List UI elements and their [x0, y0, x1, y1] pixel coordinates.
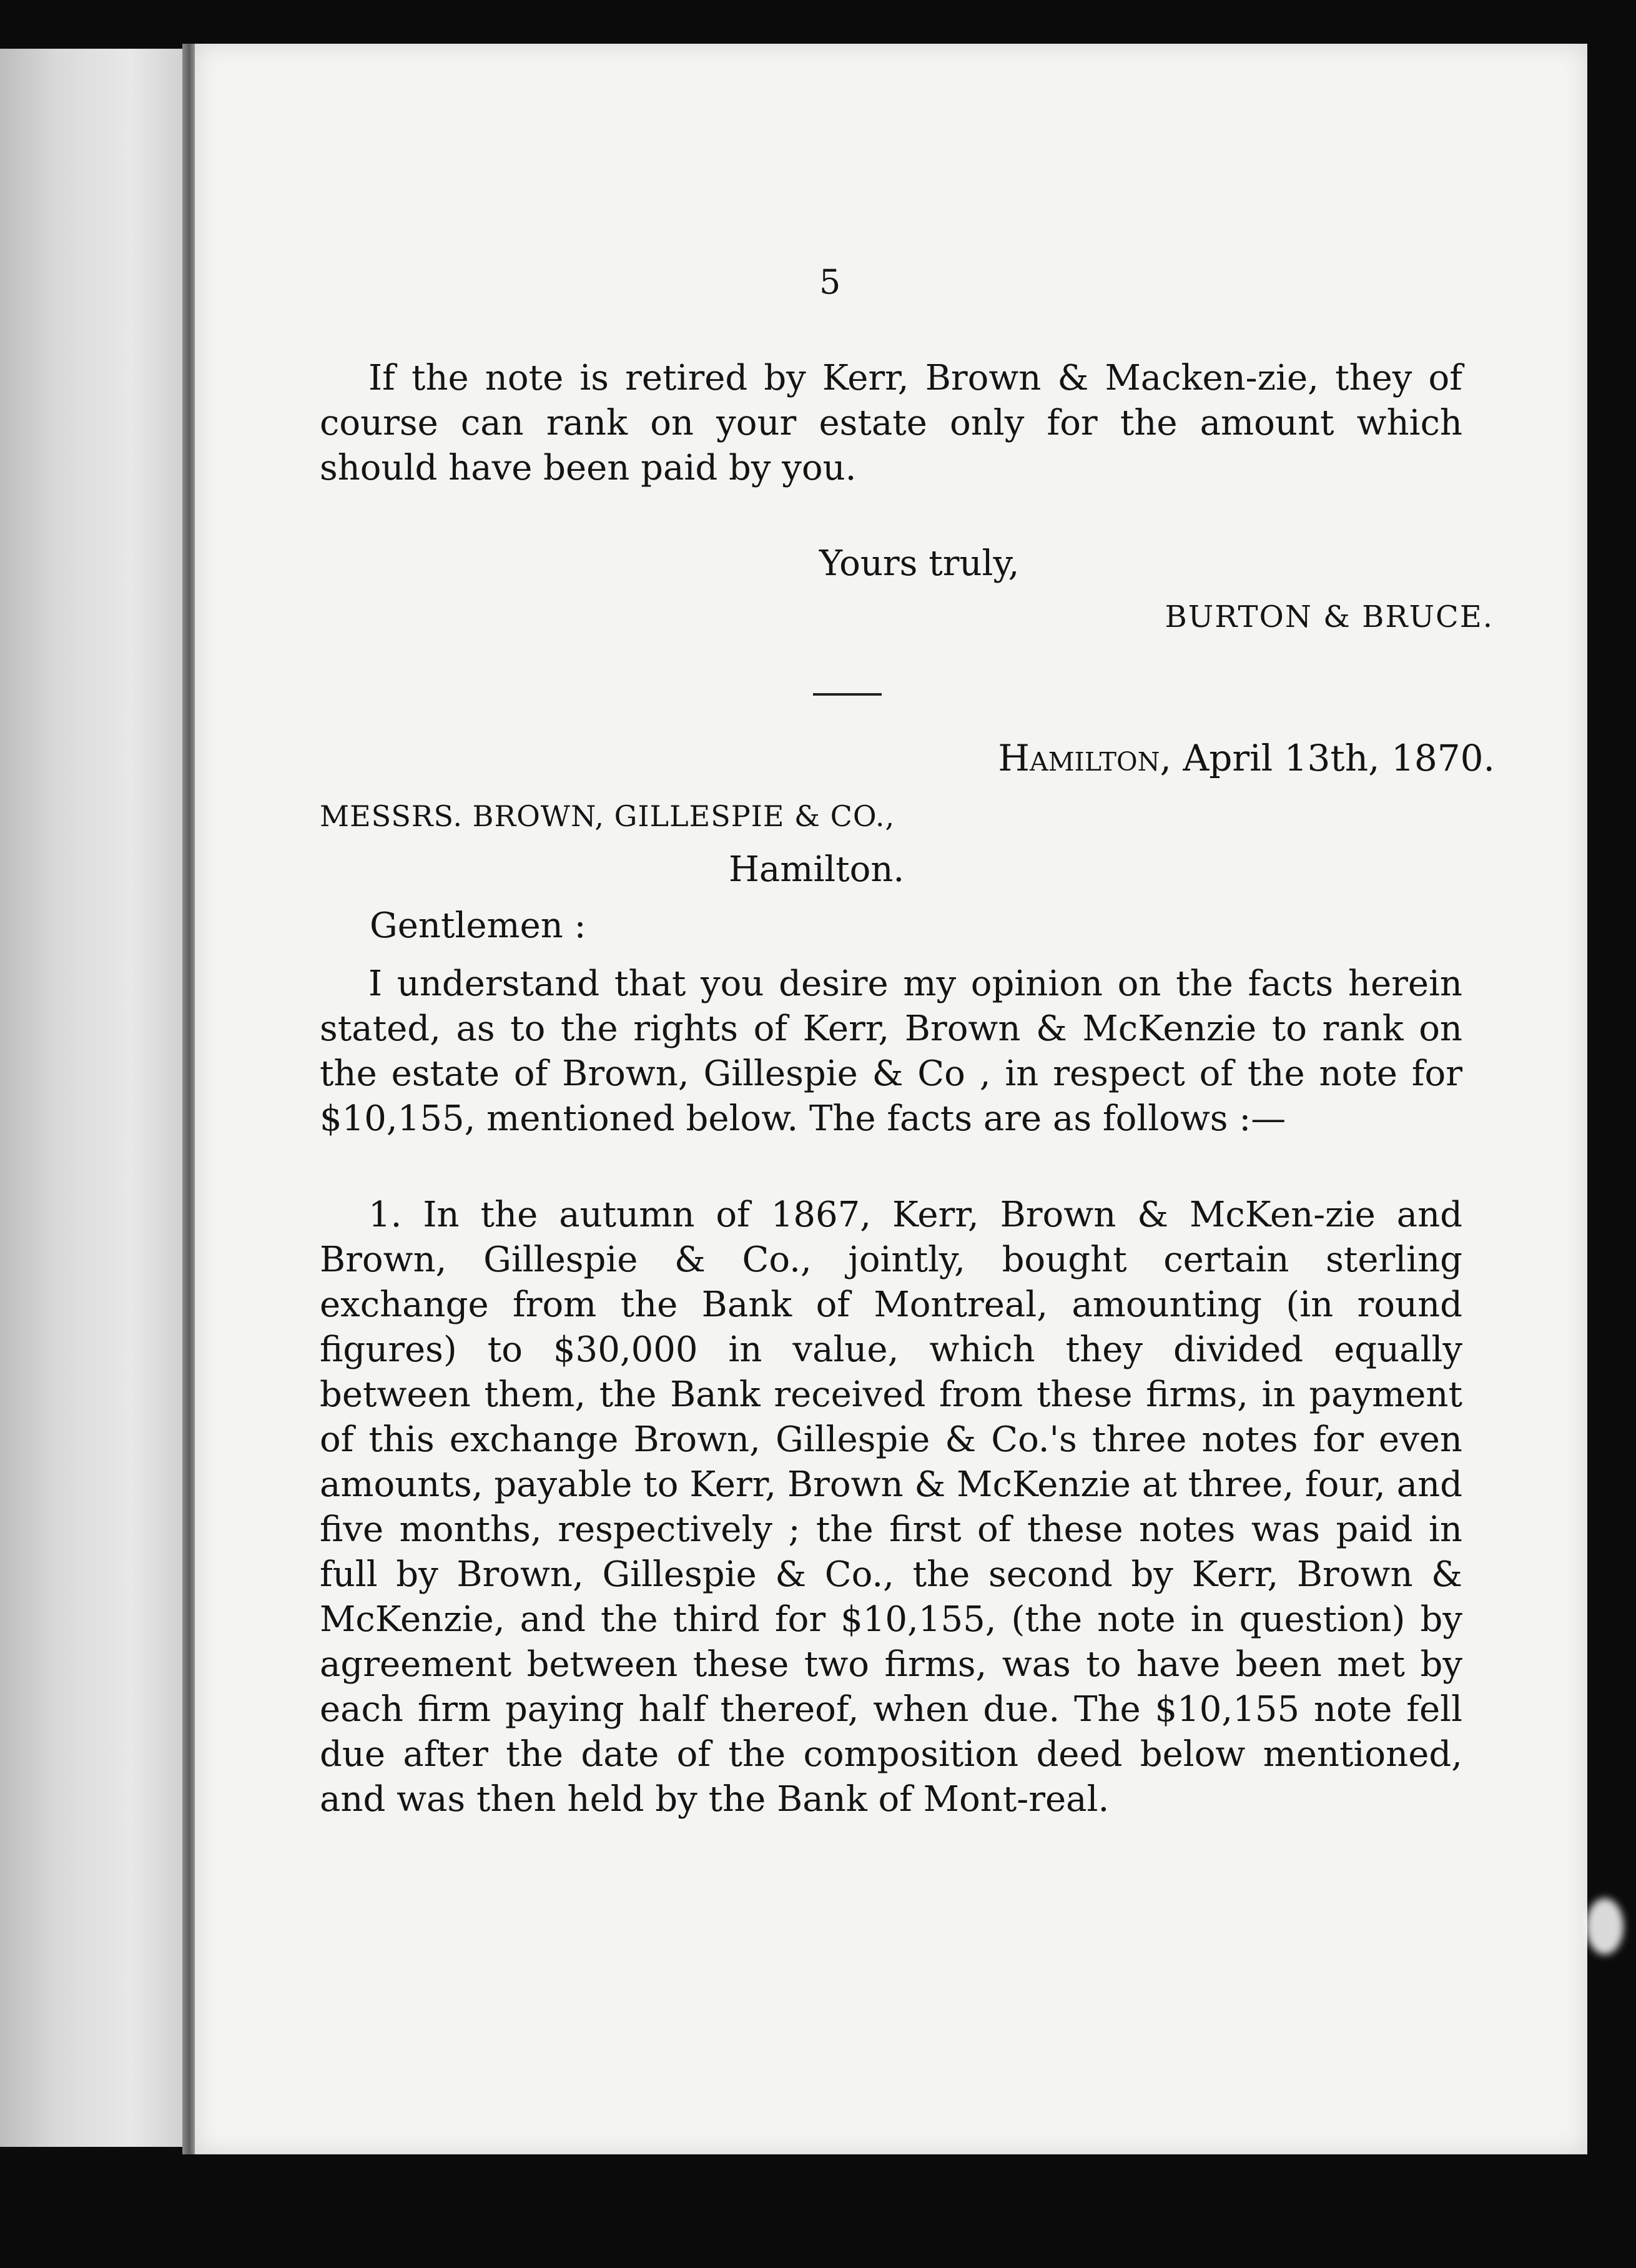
facing-page-edge	[0, 49, 187, 2147]
section-divider	[813, 693, 882, 696]
document-page	[195, 44, 1587, 2154]
addressee: MESSRS. BROWN, GILLESPIE & CO.,	[320, 799, 895, 833]
dateline-place: Hamilton	[998, 737, 1160, 779]
page-number: 5	[819, 262, 841, 302]
salutation: Gentlemen :	[370, 905, 586, 946]
signature: BURTON & BRUCE.	[1165, 599, 1494, 634]
dateline-date: , April 13th, 1870.	[1160, 737, 1495, 779]
paragraph-1: If the note is retired by Kerr, Brown & Macken-zie, they of course can rank on your estate only for the amount which should have been paid by you.	[320, 358, 1462, 488]
closing-text: Yours truly,	[819, 543, 1020, 584]
book-spine	[182, 44, 196, 2154]
scan-glare	[1586, 1898, 1624, 1955]
paragraph-3: 1. In the autumn of 1867, Kerr, Brown & McKen-zie and Brown, Gillespie & Co., jointly, bought certain sterling exchange from the Bank of Montreal, amounting (in round figures) to $30,000 in value, which they divided equally between them, the Bank received from these firms, in payment of this exchange Brown, Gillespie & Co.'s three notes for even amounts, payable to Kerr, Brown & McKenzie at three, four, and five months, respectively ; the first of these notes was paid in full by Brown, Gillespie & Co., the second by Kerr, Brown & McKenzie, and the third for $10,155, (the note in question) by agreement between these two firms, was to have been met by each firm paying half thereof, when due. The $10,155 note fell due after the date of the composition deed below mentioned, and was then held by the Bank of Mont-real.	[320, 1195, 1462, 1820]
dateline	[998, 737, 1495, 779]
addressee-city: Hamilton.	[729, 849, 905, 890]
paragraph-2: I understand that you desire my opinion on the facts herein stated, as to the rights of Kerr, Brown & McKenzie to rank on the estate of Brown, Gillespie & Co , in respect of the note for $10,155, mentioned below. The facts are as follows :—	[320, 964, 1462, 1139]
